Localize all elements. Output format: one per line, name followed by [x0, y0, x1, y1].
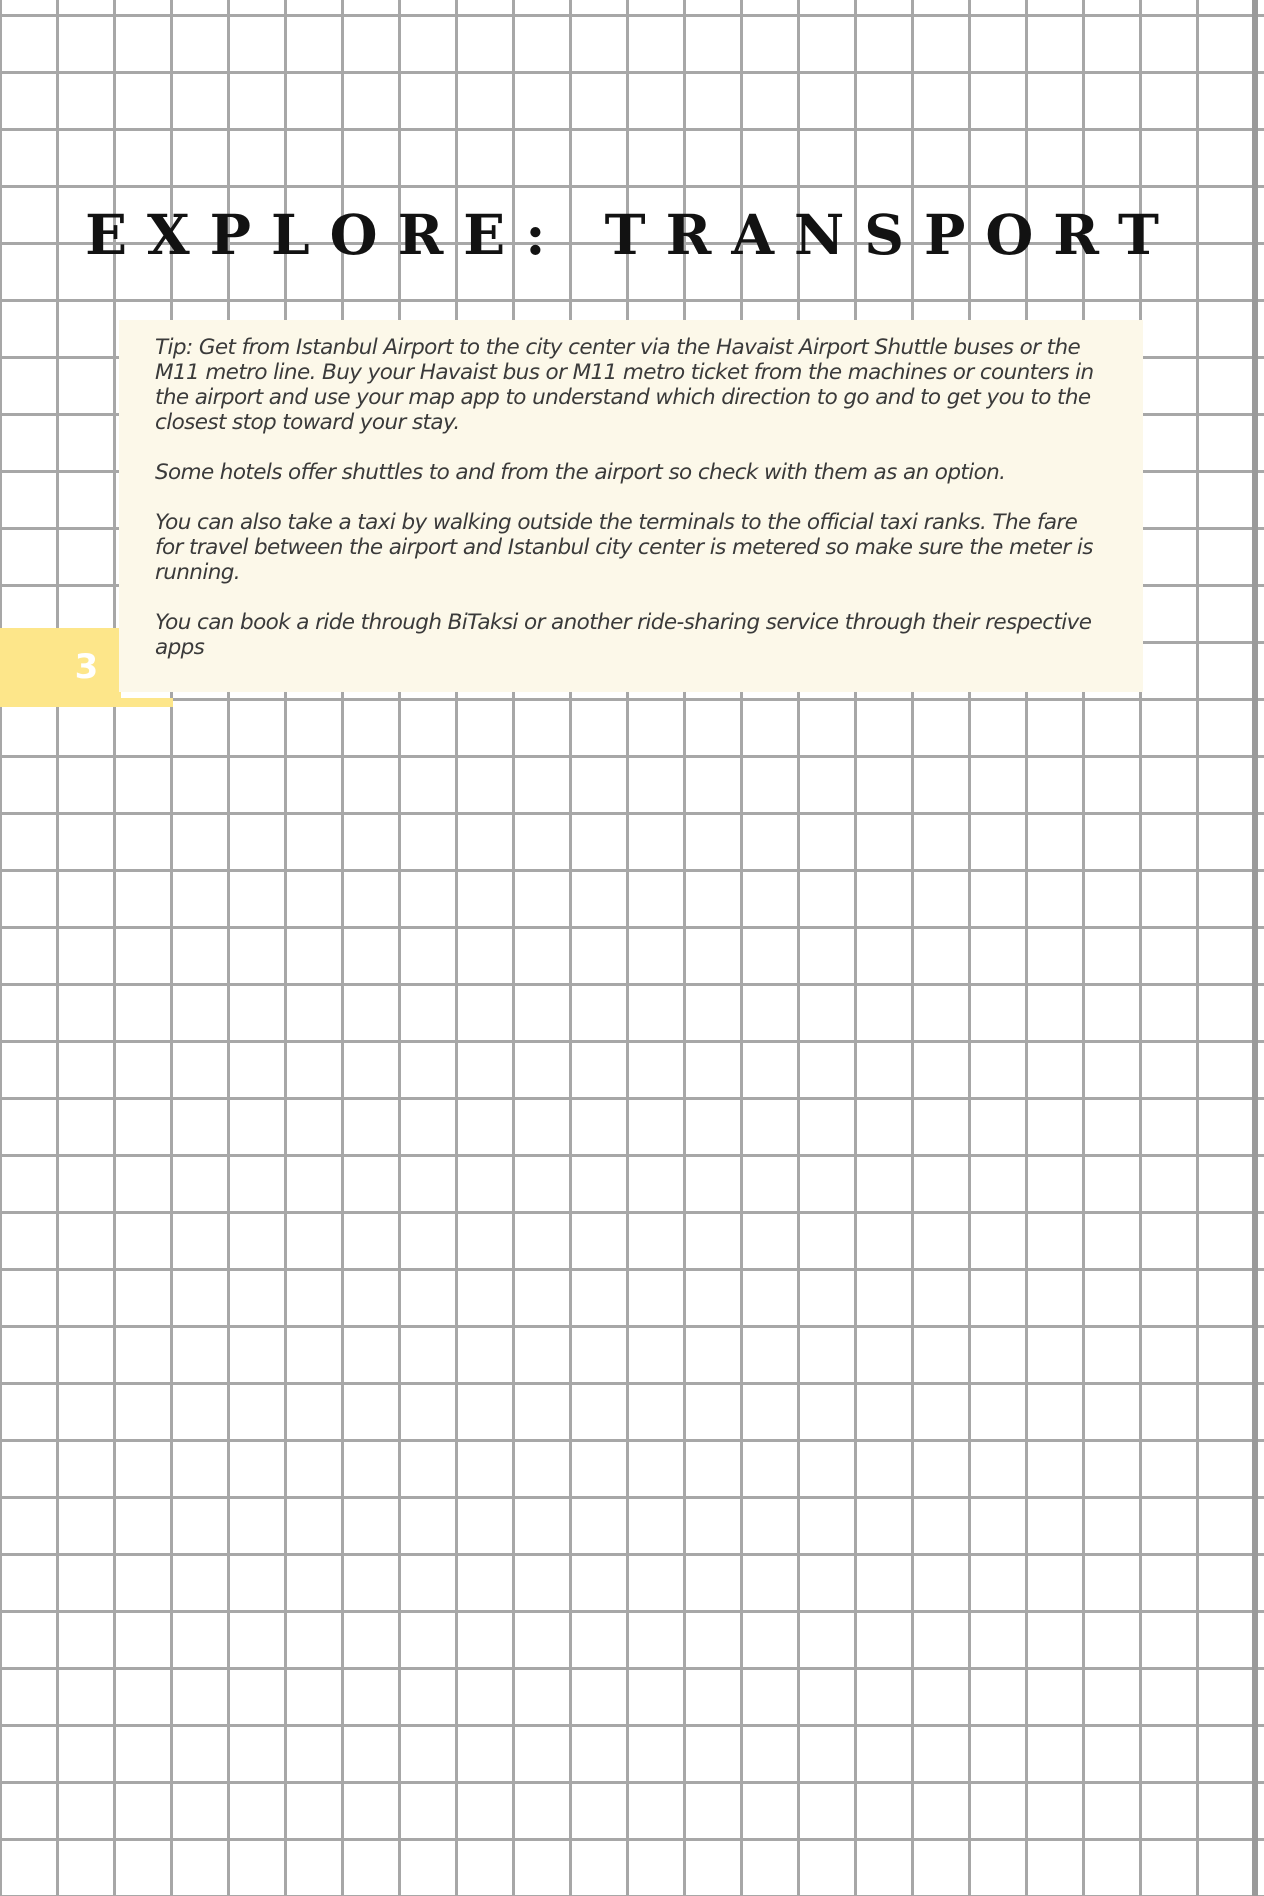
tip-paragraph-airport-shuttle: Tip: Get from Istanbul Airport to the city center via the Havaist Airport Shuttle buses or the M11 metro line. Buy your Havaist bus or M11 metro ticket from the machines or counters in the airport and use your map app to understand which direction to go and to get you to the closest stop toward your stay. [155, 335, 1094, 435]
tip-paragraph-hotel-shuttles: Some hotels offer shuttles to and from the airport so check with them as an option. [155, 460, 1006, 485]
page-title: EXPLORE: TRANSPORT [85, 202, 1179, 267]
tip-paragraph-ride-sharing: You can book a ride through BiTaksi or another ride-sharing service through their respective apps [155, 610, 1092, 660]
page-edge [1252, 0, 1258, 1896]
page-number: 3 [74, 647, 99, 687]
tip-paragraph-taxi: You can also take a taxi by walking outside the terminals to the official taxi ranks. The fare for travel between the airport and Istanbul city center is metered so make sure the meter is running. [155, 510, 1093, 585]
transport-tip-box [119, 320, 1143, 692]
